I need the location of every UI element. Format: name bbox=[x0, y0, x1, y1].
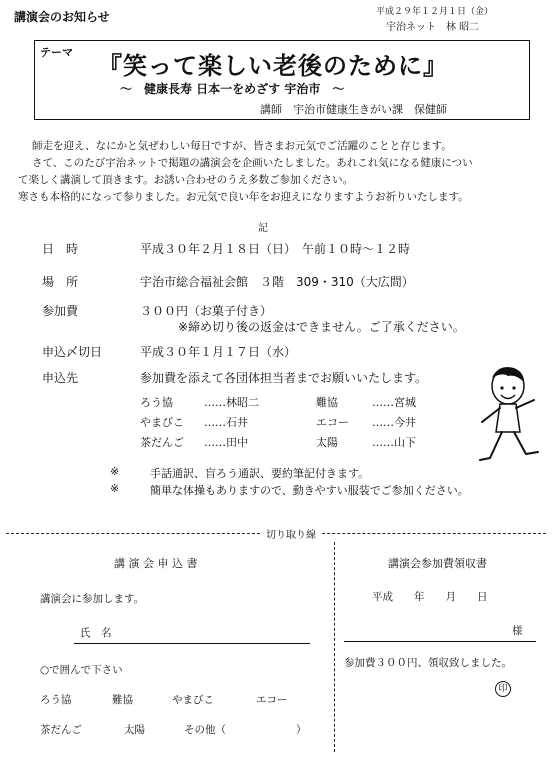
receipt-name-underline bbox=[344, 641, 536, 642]
group-option[interactable]: エコー bbox=[256, 694, 288, 706]
fee-value: ３００円（お菓子付き） bbox=[140, 304, 273, 318]
contact-group: 難協 bbox=[316, 396, 338, 409]
note-text: 簡単な体操もありますので、動きやすい服装でご参加ください。 bbox=[150, 484, 469, 497]
ki-heading: 記 bbox=[258, 223, 268, 234]
issue-date: 平成２９年１２月１日（金） bbox=[376, 7, 494, 17]
contact-person: ……今井 bbox=[372, 416, 416, 429]
fee-note: ※締め切り後の返金はできません。ご了承ください。 bbox=[178, 320, 465, 334]
notice-title: 講演会のお知らせ bbox=[14, 10, 110, 24]
group-option[interactable]: 茶だんご bbox=[40, 724, 82, 736]
place-value: 宇治市総合福祉会館 ３階 309・310（大広間） bbox=[140, 275, 414, 289]
receipt-title: 講演会参加費領収書 bbox=[388, 557, 487, 570]
contact-group: エコー bbox=[316, 416, 349, 429]
lecturer: 講師 宇治市健康生きがい課 保健師 bbox=[260, 103, 447, 116]
group-option[interactable]: 難協 bbox=[112, 694, 133, 706]
circle-prompt: ○で囲んで下さい bbox=[40, 664, 123, 676]
apply-label: 申込先 bbox=[42, 371, 79, 385]
contact-person: ……石井 bbox=[204, 416, 248, 429]
contact-person: ……田中 bbox=[204, 436, 248, 449]
contact-group: 太陽 bbox=[316, 436, 338, 449]
group-option[interactable]: 太陽 bbox=[124, 724, 145, 736]
walking-person-illustration bbox=[468, 360, 548, 470]
receipt-sama: 様 bbox=[512, 625, 523, 637]
contact-group: やまびこ bbox=[140, 416, 184, 429]
author: 宇治ネット 林 昭二 bbox=[386, 22, 480, 33]
contact-person: ……林昭二 bbox=[204, 396, 259, 409]
fee-label: 参加費 bbox=[42, 304, 79, 318]
seal-mark: 印 bbox=[495, 681, 511, 697]
contact-group: ろう協 bbox=[140, 396, 173, 409]
contact-group: 茶だんご bbox=[140, 436, 184, 449]
contact-person: ……宮城 bbox=[372, 396, 416, 409]
theme-label: テーマ bbox=[40, 46, 73, 59]
note-mark: ※ bbox=[110, 482, 120, 495]
note-text: 手話通訳、盲ろう通訳、要約筆記付きます。 bbox=[150, 467, 370, 480]
group-option[interactable]: ろう協 bbox=[40, 694, 72, 706]
form-divider bbox=[334, 542, 335, 752]
intro-line: さて、このたび宇治ネットで掲題の講演会を企画いたしました。あれこれ気になる健康につい bbox=[32, 157, 473, 169]
application-form-title: 講 演 会 申 込 書 bbox=[114, 557, 198, 570]
receipt-date-line: 平成 年 月 日 bbox=[372, 591, 488, 603]
receipt-text: 参加費３００円、領収致しました。 bbox=[344, 657, 512, 669]
other-close-paren: ） bbox=[296, 724, 307, 736]
contact-person: ……山下 bbox=[372, 436, 416, 449]
name-label: 氏 名 bbox=[80, 627, 112, 639]
theme-subtitle: 〜 健康長寿 日本一をめざす 宇治市 〜 bbox=[120, 82, 345, 96]
theme-main-title: 『笑って楽しい老後のために』 bbox=[98, 52, 448, 80]
deadline-value: 平成３０年１月１７日（水） bbox=[140, 345, 297, 359]
apply-value: 参加費を添えて各団体担当者までお願いいたします。 bbox=[140, 371, 428, 385]
group-option-other[interactable]: その他（ bbox=[184, 724, 226, 736]
datetime-value: 平成３０年２月１８日（日） 午前１０時〜１２時 bbox=[140, 242, 411, 256]
cut-line-label: 切り取り線 bbox=[262, 526, 320, 541]
datetime-label: 日 時 bbox=[42, 242, 79, 256]
application-statement: 講演会に参加します。 bbox=[40, 593, 145, 605]
intro-line: 寒さも本格的になって参りました。お元気で良い年をお迎えになりますようお祈りいたします。 bbox=[18, 191, 469, 203]
group-option[interactable]: やまびこ bbox=[172, 694, 214, 706]
note-mark: ※ bbox=[110, 465, 120, 478]
intro-line: 師走を迎え、なにかと気ぜわしい毎日ですが、皆さまお元気でご活躍のことと存じます。 bbox=[32, 140, 452, 152]
deadline-label: 申込〆切日 bbox=[42, 345, 103, 359]
intro-line: て楽しく講演して頂きます。お誘い合わせのうえ多数ご参加ください。 bbox=[18, 174, 354, 186]
place-label: 場 所 bbox=[42, 275, 79, 289]
name-underline bbox=[74, 643, 310, 644]
